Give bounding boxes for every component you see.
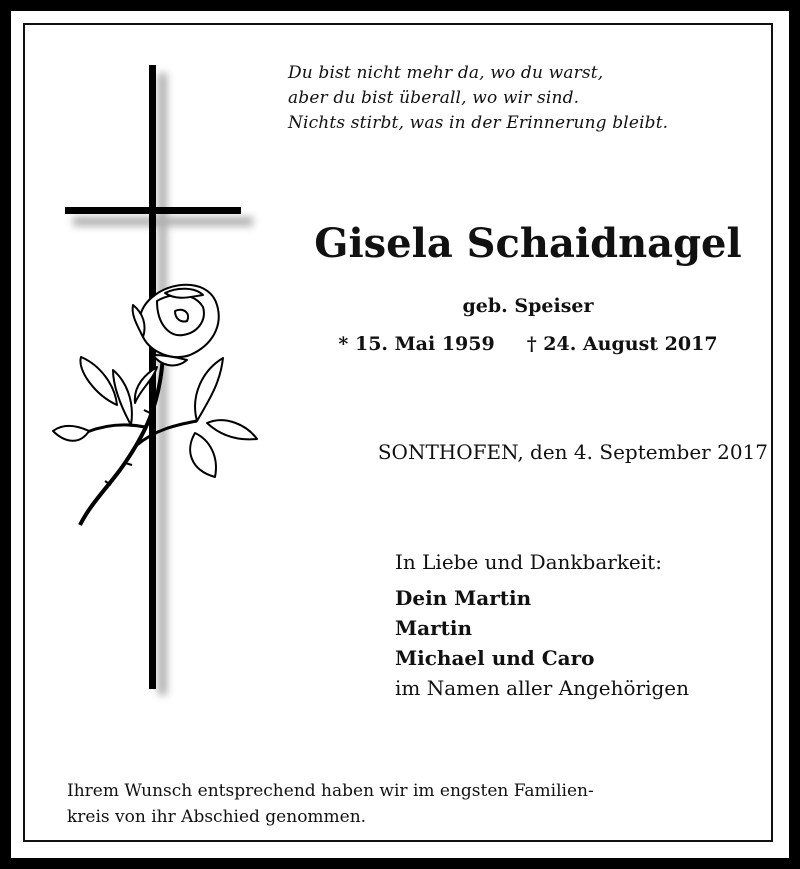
mourner-name: Dein Martin <box>395 586 532 610</box>
deceased-name: Gisela Schaidnagel <box>314 220 742 267</box>
verse-line: Nichts stirbt, was in der Erinnerung bleibt. <box>288 113 669 133</box>
mourner-name: Martin <box>395 616 473 640</box>
life-dates <box>289 330 767 358</box>
verse-line: aber du bist überall, wo wir sind. <box>288 88 580 108</box>
notice-line: kreis von ihr Abschied genommen. <box>67 807 367 827</box>
mourner-name: Michael und Caro <box>395 646 595 670</box>
mourners-closing: im Namen aller Angehörigen <box>395 676 690 700</box>
memorial-verse <box>288 61 768 136</box>
mourners-intro: In Liebe und Dankbarkeit: <box>395 550 662 574</box>
funeral-notice <box>67 778 767 830</box>
place-and-date: SONTHOFEN, den 4. September 2017 <box>377 440 768 464</box>
notice-line: Ihrem Wunsch entsprechend haben wir im engsten Familien- <box>67 781 594 801</box>
birth-name: geb. Speiser <box>462 295 594 317</box>
obituary-page <box>11 11 789 858</box>
birth-date: * 15. Mai 1959 <box>338 333 495 355</box>
mourners-block <box>395 547 775 703</box>
death-date: † 24. August 2017 <box>526 333 718 355</box>
verse-line: Du bist nicht mehr da, wo du warst, <box>288 63 604 83</box>
cross-icon <box>25 25 325 725</box>
inner-frame <box>23 23 773 842</box>
